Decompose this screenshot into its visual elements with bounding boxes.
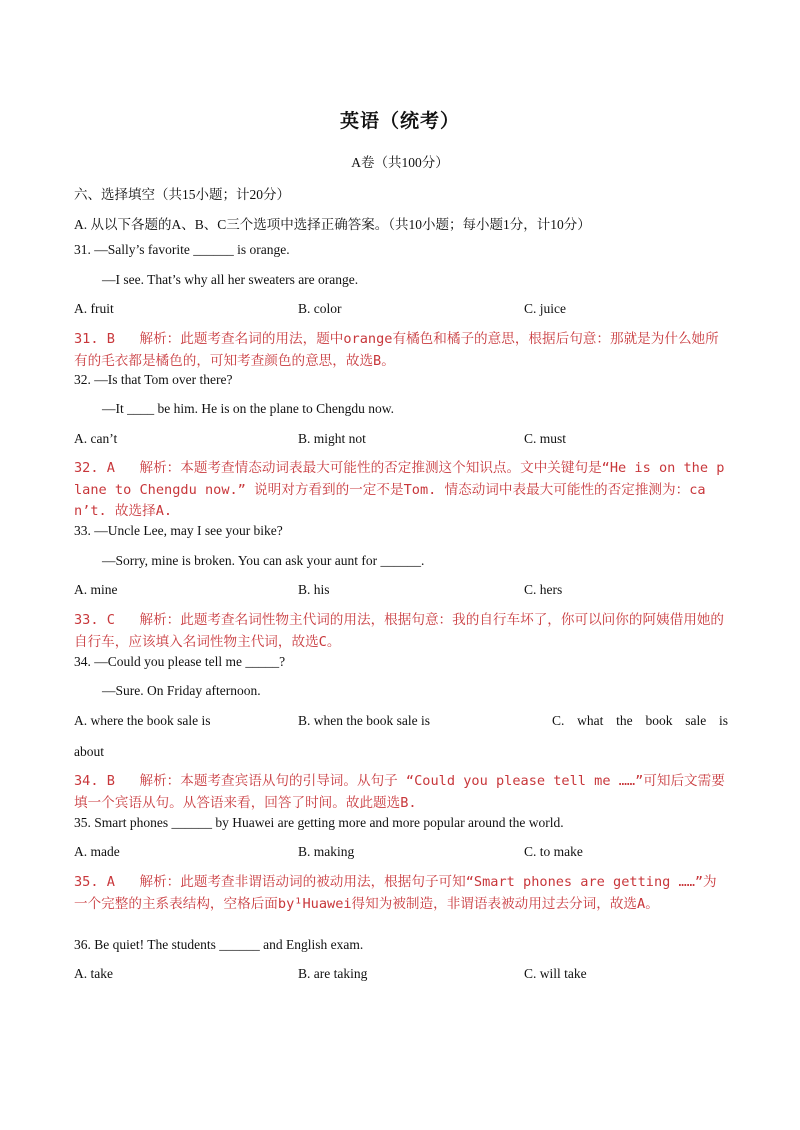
- option-b: B. might not: [298, 431, 366, 446]
- question-32: 32. —Is that Tom over there?: [74, 372, 233, 387]
- question-33: 33. —Uncle Lee, may I see your bike?: [74, 523, 283, 538]
- option-c: C. will take: [524, 966, 587, 981]
- option-a: A. take: [74, 966, 113, 981]
- option-a: A. fruit: [74, 301, 114, 316]
- option-c-word: sale: [685, 713, 707, 728]
- question-33-reply: —Sorry, mine is broken. You can ask your aunt for ______.: [102, 553, 425, 568]
- answer-34: 34. B 解析：本题考查宾语从句的引导词。从句子 “Could you please tell me ……”可知后文需要填一个宾语从句。从答语来看，回答了时间。故此题选B.: [74, 773, 725, 811]
- option-c-word: the: [616, 713, 633, 728]
- question-31: 31. —Sally’s favorite ______ is orange.: [74, 242, 290, 257]
- option-c: C. hers: [524, 582, 563, 597]
- answer-33: 33. C 解析：此题考查名词性物主代词的用法，根据句意：我的自行车坏了，你可以问你的阿姨借用她的自行车，应该填入名词性物主代词，故选C。: [74, 612, 725, 650]
- option-a: A. can’t: [74, 431, 118, 446]
- answer-35: 35. A 解析：此题考查非谓语动词的被动用法，根据句子可知“Smart phones are getting ……”为一个完整的主系表结构，空格后面by¹Huawei得知为被制造，非谓语表被动用过去分词，故选A。: [74, 874, 717, 912]
- question-36: 36. Be quiet! The students ______ and English exam.: [74, 937, 364, 952]
- option-b: B. his: [298, 582, 330, 597]
- option-b: B. color: [298, 301, 342, 316]
- option-c: C. must: [524, 431, 567, 446]
- option-a: A. mine: [74, 582, 118, 597]
- option-b: B. when the book sale is: [298, 713, 430, 728]
- option-c: C. juice: [524, 301, 566, 316]
- option-a: A. where the book sale is: [74, 713, 211, 728]
- question-34: 34. —Could you please tell me _____?: [74, 654, 286, 669]
- section-heading: 六、选择填空（共15小题；计20分）: [74, 187, 290, 202]
- option-b: B. are taking: [298, 966, 368, 981]
- option-c-word: book: [645, 713, 673, 728]
- option-c: [552, 713, 728, 729]
- instruction-text: A. 从以下各题的A、B、C三个选项中选择正确答案。（共10小题；每小题1分，计10分）: [74, 217, 591, 232]
- question-32-reply: —It ____ be him. He is on the plane to Chengdu now.: [102, 401, 394, 416]
- question-31-reply: —I see. That’s why all her sweaters are orange.: [102, 272, 359, 287]
- question-35: 35. Smart phones ______ by Huawei are getting more and more popular around the world.: [74, 815, 564, 830]
- option-c-word: C.: [552, 713, 565, 728]
- answer-32: 32. A 解析：本题考查情态动词表最大可能性的否定推测这个知识点。文中关键句是“He is on the plane to Chengdu now.” 说明对方看到的一定不是Tom. 情态动词中表最大可能性的否定推测为：can’t. 故选择A.: [74, 460, 725, 519]
- option-c-continuation: about: [74, 744, 104, 759]
- option-a: A. made: [74, 844, 120, 859]
- option-b: B. making: [298, 844, 355, 859]
- question-34-reply: —Sure. On Friday afternoon.: [102, 683, 261, 698]
- page-title: 英语（统考）: [339, 111, 460, 132]
- option-c-word: what: [577, 713, 604, 728]
- option-c: C. to make: [524, 844, 583, 859]
- page-subtitle: A卷（共100分）: [351, 155, 449, 170]
- option-c-word: is: [718, 713, 728, 728]
- answer-31: 31. B 解析：此题考查名词的用法，题中orange有橘色和橘子的意思，根据后句意：那就是为什么她所有的毛衣都是橘色的，可知考查颜色的意思，故选B。: [74, 331, 719, 369]
